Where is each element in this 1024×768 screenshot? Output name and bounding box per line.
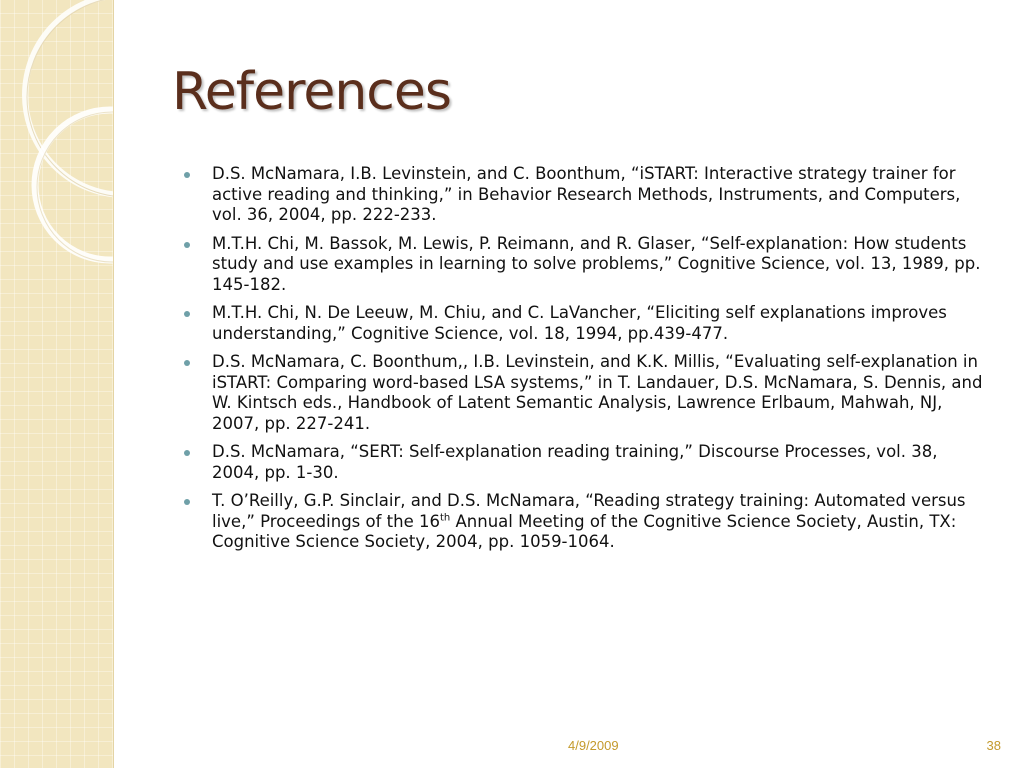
reference-item: [184, 303, 984, 344]
decorative-circles: [0, 0, 113, 768]
reference-text-start: T. O’Reilly, G.P. Sinclair, and D.S. McNamara, “Reading strategy training: Automated versus live,” Proceedings of the 16: [212, 491, 966, 531]
reference-item: [184, 442, 984, 483]
ordinal-superscript: th: [439, 512, 451, 523]
slide-number: 38: [986, 738, 1001, 753]
reference-text: M.T.H. Chi, N. De Leeuw, M. Chiu, and C. LaVancher, “Eliciting self explanations improves understanding,” Cognitive Science, vol. 18, 1994, pp.439-477.: [212, 303, 947, 343]
reference-text: M.T.H. Chi, M. Bassok, M. Lewis, P. Reimann, and R. Glaser, “Self-explanation: How students study and use examples in learning to solve problems,” Cognitive Science, vol. 13, 1989, pp. 145-182.: [212, 233, 981, 294]
reference-item: [184, 164, 984, 226]
reference-item: [184, 234, 984, 296]
reference-list: [184, 164, 984, 561]
footer-date: 4/9/2009: [568, 738, 619, 753]
bullet-icon: [184, 360, 190, 366]
bullet-icon: [184, 311, 190, 317]
reference-text-end: Annual Meeting of the Cognitive Science Society, Austin, TX: Cognitive Science Society, 2004, pp. 1059-1064.: [212, 511, 957, 551]
slide-title: References: [172, 62, 451, 122]
reference-text: D.S. McNamara, I.B. Levinstein, and C. Boonthum, “iSTART: Interactive strategy trainer for active reading and thinking,” in Behavior Research Methods, Instruments, and Computers, vol. 36, 2004, pp. 222-233.: [212, 164, 961, 224]
bullet-icon: [184, 172, 190, 178]
decorative-side-panel: [0, 0, 114, 768]
reference-item: [184, 352, 984, 434]
reference-text: D.S. McNamara, C. Boonthum,, I.B. Levinstein, and K.K. Millis, “Evaluating self-explanation in iSTART: Comparing word-based LSA systems,” in T. Landauer, D.S. McNamara, S. Dennis, and W. Kintsch eds., Handbook of Latent Semantic Analysis, Lawrence Erlbaum, Mahwah, NJ, 2007, pp. 227-241.: [212, 352, 983, 433]
bullet-icon: [184, 499, 190, 505]
bullet-icon: [184, 242, 190, 248]
reference-text: D.S. McNamara, “SERT: Self-explanation reading training,” Discourse Processes, vol. 38, 2004, pp. 1-30.: [212, 442, 938, 482]
bullet-icon: [184, 450, 190, 456]
reference-item: [184, 491, 984, 553]
